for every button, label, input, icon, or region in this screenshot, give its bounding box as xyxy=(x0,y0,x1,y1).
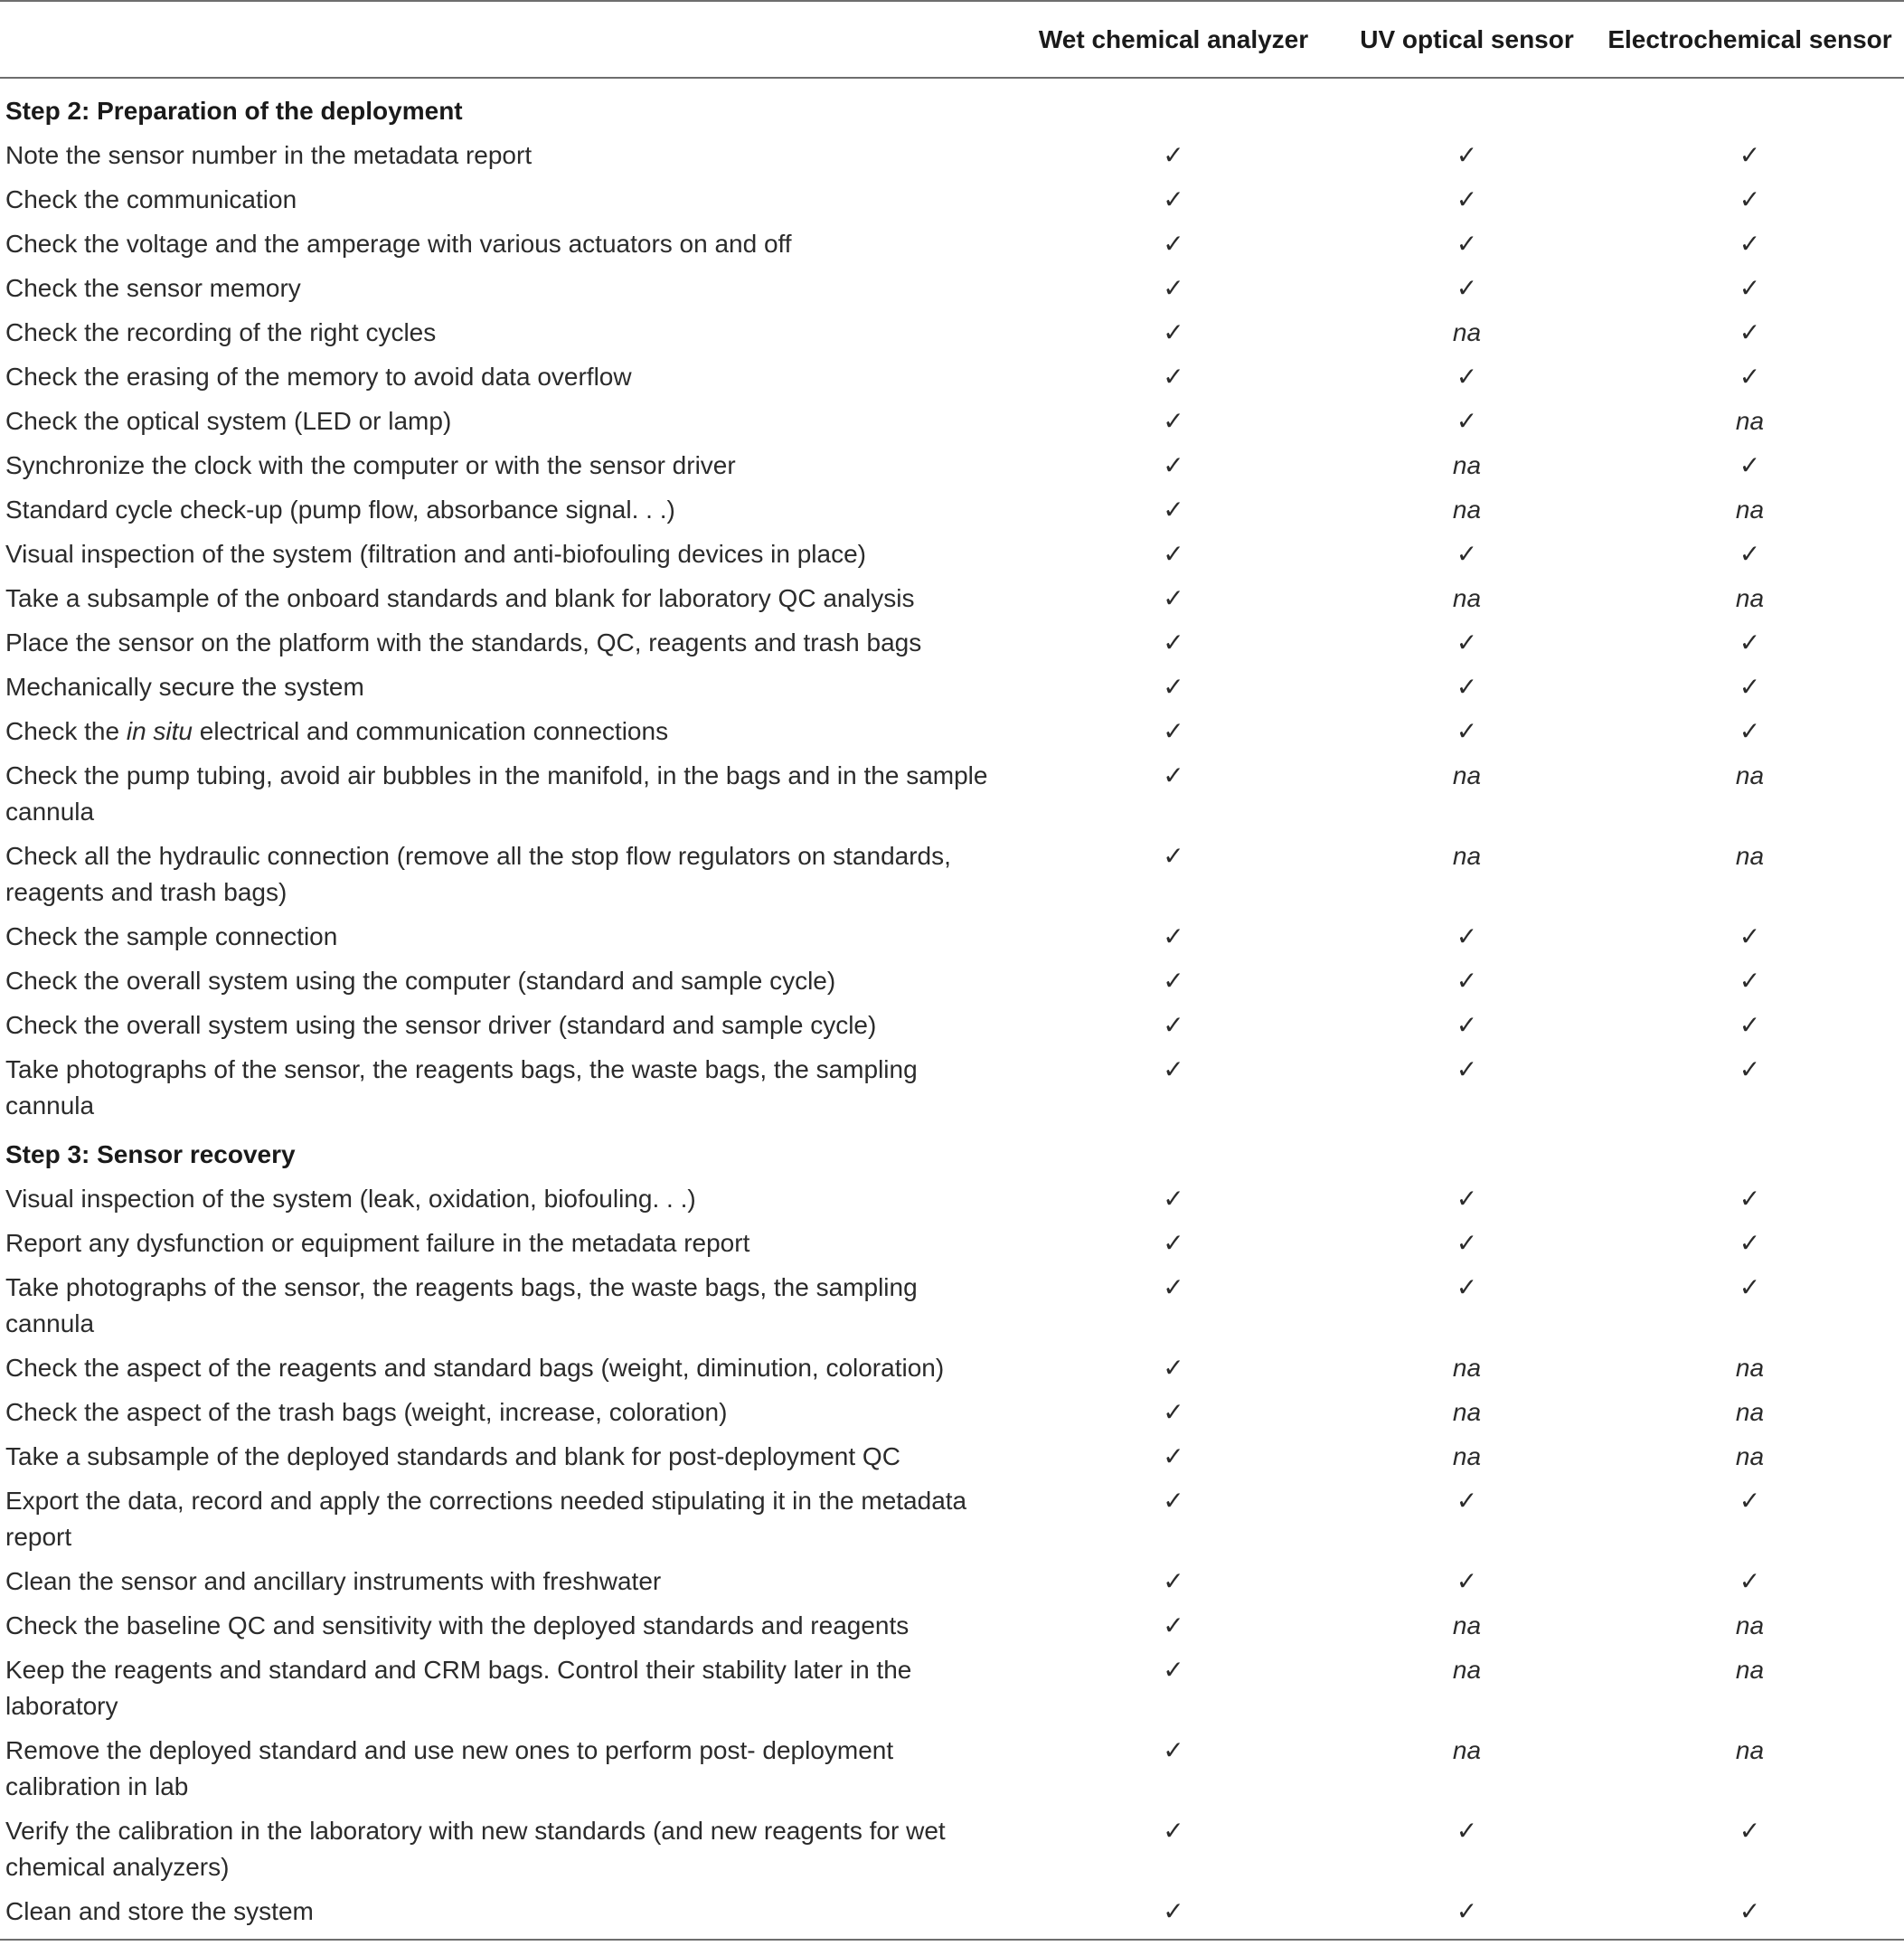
task-cell: Mechanically secure the system xyxy=(5,673,364,701)
table-row xyxy=(0,443,1904,487)
table-row xyxy=(0,310,1904,354)
uv-optical-sensor-cell: ✓ xyxy=(1456,1816,1478,1846)
uv-optical-sensor-cell: ✓ xyxy=(1338,1889,1596,1940)
electrochemical-sensor-cell: na xyxy=(1735,1398,1765,1426)
task-cell: Check the erasing of the memory to avoid data overflow xyxy=(5,363,632,391)
task-cell: Keep the reagents and standard and CRM bags. Control their stability later in the laboratory xyxy=(5,1656,912,1720)
header-row xyxy=(0,1,1904,78)
electrochemical-sensor-cell: ✓ xyxy=(1739,184,1761,214)
column-header-electrochemical-sensor: Electrochemical sensor xyxy=(1596,1,1904,78)
table-row xyxy=(0,665,1904,709)
wet-chemical-analyzer-cell: ✓ xyxy=(1163,140,1184,170)
electrochemical-sensor-cell: ✓ xyxy=(1739,672,1761,702)
electrochemical-sensor-cell: na xyxy=(1735,407,1765,435)
task-cell: Note the sensor number in the metadata report xyxy=(5,141,533,169)
task-cell: Take a subsample of the deployed standards and blank for post-deployment QC xyxy=(5,1442,900,1470)
electrochemical-sensor-cell: ✓ xyxy=(1739,1054,1761,1084)
wet-chemical-analyzer-cell: ✓ xyxy=(1163,495,1184,524)
table-row xyxy=(0,1003,1904,1047)
uv-optical-sensor-cell: ✓ xyxy=(1456,184,1478,214)
wet-chemical-analyzer-cell: ✓ xyxy=(1163,1353,1184,1383)
task-cell: Visual inspection of the system (leak, oxidation, biofouling. . .) xyxy=(5,1185,696,1213)
table-row xyxy=(0,1478,1904,1559)
wet-chemical-analyzer-cell: ✓ xyxy=(1163,1272,1184,1302)
table-row xyxy=(0,1221,1904,1265)
electrochemical-sensor-cell: ✓ xyxy=(1739,1272,1761,1302)
table-row xyxy=(0,1265,1904,1346)
task-cell: Check the baseline QC and sensitivity with the deployed standards and reagents xyxy=(5,1611,910,1639)
electrochemical-sensor-cell: ✓ xyxy=(1739,539,1761,569)
wet-chemical-analyzer-cell: ✓ xyxy=(1163,1441,1184,1471)
wet-chemical-analyzer-cell: ✓ xyxy=(1163,1486,1184,1516)
electrochemical-sensor-cell: na xyxy=(1735,1442,1765,1470)
uv-optical-sensor-cell: ✓ xyxy=(1456,966,1478,996)
task-cell: Check the sample connection xyxy=(5,922,338,950)
table-row xyxy=(0,1603,1904,1648)
task-cell: Synchronize the clock with the computer or with the sensor driver xyxy=(5,451,736,479)
task-cell: Clean and store the system xyxy=(0,1889,1009,1940)
uv-optical-sensor-cell: na xyxy=(1452,761,1482,789)
table-row xyxy=(0,1176,1904,1221)
table-row xyxy=(0,753,1904,834)
uv-optical-sensor-cell: ✓ xyxy=(1456,273,1478,303)
wet-chemical-analyzer-cell: ✓ xyxy=(1163,672,1184,702)
uv-optical-sensor-cell: na xyxy=(1452,1736,1482,1764)
electrochemical-sensor-cell: ✓ xyxy=(1739,229,1761,259)
wet-chemical-analyzer-cell: ✓ xyxy=(1163,450,1184,480)
electrochemical-sensor-cell: ✓ xyxy=(1739,273,1761,303)
task-cell: Check the sensor memory xyxy=(5,274,301,302)
wet-chemical-analyzer-cell: ✓ xyxy=(1163,229,1184,259)
electrochemical-sensor-cell: ✓ xyxy=(1739,317,1761,347)
table-row xyxy=(0,1809,1904,1889)
table-row xyxy=(0,222,1904,266)
wet-chemical-analyzer-cell: ✓ xyxy=(1009,1889,1338,1940)
wet-chemical-analyzer-cell: ✓ xyxy=(1163,1655,1184,1685)
table-row xyxy=(0,354,1904,399)
uv-optical-sensor-cell: na xyxy=(1452,318,1482,346)
uv-optical-sensor-cell: ✓ xyxy=(1456,1272,1478,1302)
table-row xyxy=(0,576,1904,620)
uv-optical-sensor-cell: ✓ xyxy=(1456,362,1478,392)
electrochemical-sensor-cell: ✓ xyxy=(1739,1566,1761,1596)
wet-chemical-analyzer-cell: ✓ xyxy=(1163,362,1184,392)
table-row xyxy=(0,1434,1904,1478)
task-cell: Check the communication xyxy=(5,185,297,213)
task-cell: Check the voltage and the amperage with various actuators on and off xyxy=(5,230,792,258)
wet-chemical-analyzer-cell: ✓ xyxy=(1163,841,1184,871)
table-body xyxy=(0,78,1904,1940)
wet-chemical-analyzer-cell: ✓ xyxy=(1163,1184,1184,1214)
wet-chemical-analyzer-cell: ✓ xyxy=(1163,628,1184,657)
electrochemical-sensor-cell: ✓ xyxy=(1739,921,1761,951)
wet-chemical-analyzer-cell: ✓ xyxy=(1163,583,1184,613)
wet-chemical-analyzer-cell: ✓ xyxy=(1163,1010,1184,1040)
electrochemical-sensor-cell: ✓ xyxy=(1739,628,1761,657)
electrochemical-sensor-cell: ✓ xyxy=(1739,1228,1761,1258)
task-cell: Export the data, record and apply the corrections needed stipulating it in the metadata report xyxy=(5,1487,967,1551)
task-cell: Check the aspect of the reagents and standard bags (weight, diminution, coloration) xyxy=(5,1354,945,1382)
electrochemical-sensor-cell: na xyxy=(1735,761,1765,789)
electrochemical-sensor-cell: na xyxy=(1735,496,1765,524)
wet-chemical-analyzer-cell: ✓ xyxy=(1163,1816,1184,1846)
table-row xyxy=(0,1346,1904,1390)
uv-optical-sensor-cell: na xyxy=(1452,1442,1482,1470)
uv-optical-sensor-cell: na xyxy=(1452,1398,1482,1426)
table-row xyxy=(0,1047,1904,1128)
table-row xyxy=(0,1390,1904,1434)
uv-optical-sensor-cell: ✓ xyxy=(1456,1010,1478,1040)
task-cell: Check the overall system using the sensor driver (standard and sample cycle) xyxy=(5,1011,877,1039)
task-text: electrical and communication connections xyxy=(193,717,669,745)
uv-optical-sensor-cell: ✓ xyxy=(1456,716,1478,746)
uv-optical-sensor-cell: ✓ xyxy=(1456,672,1478,702)
electrochemical-sensor-cell: ✓ xyxy=(1596,1889,1904,1940)
table-row xyxy=(0,133,1904,177)
wet-chemical-analyzer-cell: ✓ xyxy=(1163,1228,1184,1258)
uv-optical-sensor-cell: ✓ xyxy=(1456,140,1478,170)
wet-chemical-analyzer-cell: ✓ xyxy=(1163,921,1184,951)
table-row xyxy=(0,532,1904,576)
section-title: Step 3: Sensor recovery xyxy=(5,1140,296,1168)
table-row xyxy=(0,1648,1904,1728)
uv-optical-sensor-cell: na xyxy=(1452,1656,1482,1684)
uv-optical-sensor-cell: na xyxy=(1452,842,1482,870)
table-header xyxy=(0,1,1904,78)
wet-chemical-analyzer-cell: ✓ xyxy=(1163,539,1184,569)
uv-optical-sensor-cell: ✓ xyxy=(1456,406,1478,436)
wet-chemical-analyzer-cell: ✓ xyxy=(1163,1054,1184,1084)
uv-optical-sensor-cell: ✓ xyxy=(1456,539,1478,569)
wet-chemical-analyzer-cell: ✓ xyxy=(1163,966,1184,996)
task-cell: Check the recording of the right cycles xyxy=(5,318,437,346)
table-row xyxy=(0,959,1904,1003)
electrochemical-sensor-cell: ✓ xyxy=(1739,1010,1761,1040)
wet-chemical-analyzer-cell: ✓ xyxy=(1163,1735,1184,1765)
column-header-task xyxy=(0,1,1009,78)
table-row xyxy=(0,177,1904,222)
wet-chemical-analyzer-cell: ✓ xyxy=(1163,1566,1184,1596)
uv-optical-sensor-cell: na xyxy=(1452,1354,1482,1382)
uv-optical-sensor-cell: na xyxy=(1452,496,1482,524)
task-cell: Take a subsample of the onboard standards and blank for laboratory QC analysis xyxy=(5,584,915,612)
wet-chemical-analyzer-cell: ✓ xyxy=(1163,760,1184,790)
task-cell: Place the sensor on the platform with the standards, QC, reagents and trash bags xyxy=(5,628,922,657)
task-cell: Visual inspection of the system (filtration and anti-biofouling devices in place) xyxy=(5,540,866,568)
wet-chemical-analyzer-cell: ✓ xyxy=(1163,184,1184,214)
table-row xyxy=(0,1889,1904,1940)
table-row xyxy=(0,620,1904,665)
uv-optical-sensor-cell: ✓ xyxy=(1456,1566,1478,1596)
wet-chemical-analyzer-cell: ✓ xyxy=(1163,1397,1184,1427)
task-text: Check the xyxy=(5,717,127,745)
electrochemical-sensor-cell: na xyxy=(1735,584,1765,612)
uv-optical-sensor-cell: na xyxy=(1452,1611,1482,1639)
uv-optical-sensor-cell: ✓ xyxy=(1456,628,1478,657)
task-cell: Take photographs of the sensor, the reagents bags, the waste bags, the sampling cannula xyxy=(5,1273,918,1337)
electrochemical-sensor-cell: na xyxy=(1735,1736,1765,1764)
task-cell: Check the pump tubing, avoid air bubbles in the manifold, in the bags and in the sample cannula xyxy=(5,761,988,826)
column-header-uv-optical-sensor: UV optical sensor xyxy=(1338,1,1596,78)
electrochemical-sensor-cell: ✓ xyxy=(1739,716,1761,746)
table-row xyxy=(0,1559,1904,1603)
uv-optical-sensor-cell: na xyxy=(1452,584,1482,612)
section-row xyxy=(0,1128,1904,1176)
task-cell: Report any dysfunction or equipment failure in the metadata report xyxy=(5,1229,750,1257)
electrochemical-sensor-cell: ✓ xyxy=(1739,1184,1761,1214)
wet-chemical-analyzer-cell: ✓ xyxy=(1163,317,1184,347)
wet-chemical-analyzer-cell: ✓ xyxy=(1163,716,1184,746)
wet-chemical-analyzer-cell: ✓ xyxy=(1163,273,1184,303)
table-row xyxy=(0,914,1904,959)
task-cell: Check the overall system using the computer (standard and sample cycle) xyxy=(5,967,836,995)
electrochemical-sensor-cell: ✓ xyxy=(1739,1486,1761,1516)
task-text-italic: in situ xyxy=(126,717,193,745)
uv-optical-sensor-cell: na xyxy=(1452,451,1482,479)
column-header-wet-chemical-analyzer: Wet chemical analyzer xyxy=(1009,1,1338,78)
table-row xyxy=(0,709,1904,753)
table-row xyxy=(0,834,1904,914)
electrochemical-sensor-cell: ✓ xyxy=(1739,1816,1761,1846)
electrochemical-sensor-cell: ✓ xyxy=(1739,966,1761,996)
task-cell: Check the aspect of the trash bags (weight, increase, coloration) xyxy=(5,1398,728,1426)
uv-optical-sensor-cell: ✓ xyxy=(1456,1184,1478,1214)
electrochemical-sensor-cell: na xyxy=(1735,1354,1765,1382)
task-cell: Check the optical system (LED or lamp) xyxy=(5,407,452,435)
uv-optical-sensor-cell: ✓ xyxy=(1456,1054,1478,1084)
task-cell: Verify the calibration in the laboratory with new standards (and new reagents for wet chemical analyzers) xyxy=(5,1817,946,1881)
task-cell: Take photographs of the sensor, the reagents bags, the waste bags, the sampling cannula xyxy=(5,1055,918,1119)
uv-optical-sensor-cell: ✓ xyxy=(1456,1228,1478,1258)
wet-chemical-analyzer-cell: ✓ xyxy=(1163,1611,1184,1640)
table-row xyxy=(0,487,1904,532)
electrochemical-sensor-cell: ✓ xyxy=(1739,450,1761,480)
table-row xyxy=(0,266,1904,310)
electrochemical-sensor-cell: ✓ xyxy=(1739,362,1761,392)
table-row xyxy=(0,1728,1904,1809)
wet-chemical-analyzer-cell: ✓ xyxy=(1163,406,1184,436)
section-title: Step 2: Preparation of the deployment xyxy=(5,97,463,125)
electrochemical-sensor-cell: na xyxy=(1735,1611,1765,1639)
task-cell: Remove the deployed standard and use new ones to perform post- deployment calibration in lab xyxy=(5,1736,894,1800)
uv-optical-sensor-cell: ✓ xyxy=(1456,921,1478,951)
electrochemical-sensor-cell: ✓ xyxy=(1739,140,1761,170)
task-cell xyxy=(0,709,1009,753)
task-cell: Clean the sensor and ancillary instruments with freshwater xyxy=(5,1567,662,1595)
uv-optical-sensor-cell: ✓ xyxy=(1456,229,1478,259)
section-row xyxy=(0,78,1904,133)
electrochemical-sensor-cell: na xyxy=(1735,1656,1765,1684)
task-cell: Check all the hydraulic connection (remove all the stop flow regulators on standards, reagents and trash bags) xyxy=(5,842,951,906)
uv-optical-sensor-cell: ✓ xyxy=(1456,1486,1478,1516)
table-row xyxy=(0,399,1904,443)
task-cell: Standard cycle check-up (pump flow, absorbance signal. . .) xyxy=(5,496,675,524)
electrochemical-sensor-cell: na xyxy=(1735,842,1765,870)
